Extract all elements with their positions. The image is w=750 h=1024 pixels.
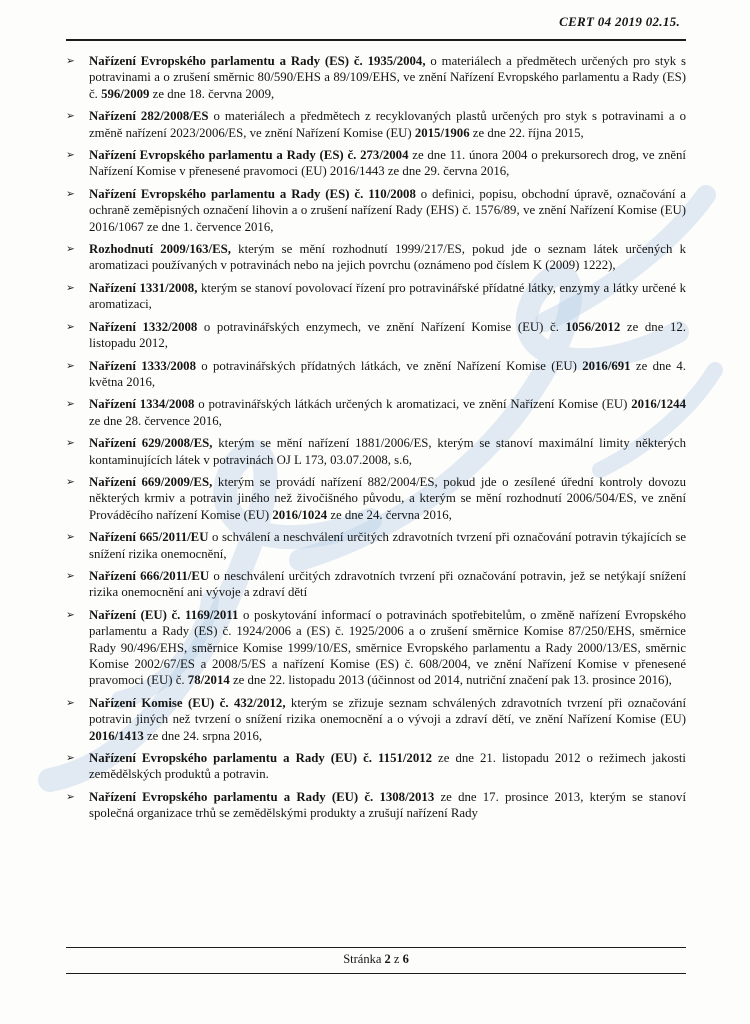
arrow-bullet-icon: ➢ (66, 696, 75, 709)
text-segment: 2016/691 (582, 358, 631, 373)
regulation-list-item (66, 147, 686, 180)
text-segment: z (390, 952, 403, 966)
regulation-list-item (66, 695, 686, 744)
regulation-item-text (89, 695, 686, 744)
regulation-item-text (89, 241, 686, 274)
document-content (66, 14, 686, 822)
regulation-item-text (89, 789, 686, 822)
regulation-list-item (66, 396, 686, 429)
text-segment: Nařízení (EU) č. 1169/2011 (89, 607, 239, 622)
regulation-item-text (89, 568, 686, 601)
text-segment: Nařízení 665/2011/EU (89, 530, 209, 545)
regulation-list-item (66, 108, 686, 141)
regulation-list-item (66, 53, 686, 102)
text-segment: ze dne 11. února 2004 o prekursorech drog, ve znění Nařízení Komise v přenesené pravomoci (EU) 2016/1443 ze dne 29. června 2016, (89, 148, 686, 179)
regulation-list-item (66, 750, 686, 783)
arrow-bullet-icon: ➢ (66, 55, 75, 67)
regulation-item-text (89, 529, 686, 562)
arrow-bullet-icon: ➢ (66, 437, 75, 450)
regulation-item-text (89, 108, 686, 141)
text-segment: Nařízení 282/2008/ES (89, 109, 209, 124)
arrow-bullet-icon: ➢ (66, 149, 75, 162)
text-segment: o poskytování informací o potravinách spotřebitelům, o změně nařízení Evropského parlamentu a Rady (ES) č. 1924/2006 a (ES) č. 1925/2006 a o zrušení směrnice Komise 87/250/EHS, směrnice Rady 90/496/EHS, směrnice Komise 1999/10/ES, směrnice Evropského parlamentu a Rady 2000/13/ES, směrnic Komise 2002/67/ES a 2008/5/ES a nařízení Komise (ES) č. 608/2004, ve znění Nařízení Komise v přenesené pravomoci (EU) č. (89, 607, 687, 688)
regulation-list-item (66, 358, 686, 391)
arrow-bullet-icon: ➢ (66, 790, 75, 803)
regulation-list-item (66, 186, 686, 235)
arrow-bullet-icon: ➢ (66, 281, 75, 294)
text-segment: kterým se stanoví povolovací řízení pro potravinářské přídatné látky, enzymy a látky určené k aromatizaci, (89, 280, 686, 312)
regulation-item-text (89, 147, 686, 180)
header-rule (66, 39, 686, 41)
regulation-list-item (66, 319, 686, 352)
text-segment: 78/2014 (187, 673, 230, 688)
text-segment: o schválení a neschválení určitých zdravotních tvrzení při označování potravin týkajících se snížení rizika onemocnění, (89, 530, 686, 561)
arrow-bullet-icon: ➢ (66, 531, 75, 544)
page-number (343, 952, 409, 966)
text-segment: ze dne 24. srpna 2016, (143, 728, 263, 743)
regulation-item-text (89, 607, 686, 689)
regulation-item-text (89, 396, 686, 429)
arrow-bullet-icon: ➢ (66, 569, 75, 582)
arrow-bullet-icon: ➢ (66, 320, 75, 333)
text-segment: Nařízení 1334/2008 (89, 397, 195, 412)
regulation-item-text (89, 319, 686, 352)
regulation-item-text (89, 186, 686, 235)
text-segment: Nařízení Evropského parlamentu a Rady (ES) č. 1935/2004, (89, 54, 426, 68)
text-segment: Nařízení 1332/2008 (89, 319, 198, 334)
text-segment: Nařízení Komise (EU) č. 432/2012, (89, 695, 286, 710)
text-segment: 2 (384, 952, 391, 966)
text-segment: 2016/1244 (631, 397, 686, 412)
text-segment: 2015/1906 (414, 125, 470, 140)
text-segment: ze dne 28. července 2016, (89, 413, 222, 428)
regulation-list-item (66, 789, 686, 822)
regulation-item-text (89, 280, 686, 313)
text-segment: ze dne 22. října 2015, (469, 125, 584, 140)
text-segment: o neschválení určitých zdravotních tvrzení při označování potravin, jež se netýkají snížení rizika onemocnění ani vývoje a zdraví dětí (89, 568, 686, 600)
text-segment: 2016/1024 (272, 507, 328, 522)
text-segment: kterým se zřizuje seznam schválených zdravotních tvrzení při označování potravin jiných než tvrzení o snížení rizika onemocnění a o vývoji a zdraví dětí, ve znění Nařízení Komise (EU) (89, 695, 686, 727)
text-segment: Rozhodnutí 2009/163/ES, (89, 242, 231, 257)
text-segment: Nařízení Evropského parlamentu a Rady (EU) č. 1151/2012 (89, 751, 433, 766)
text-segment: ze dne 24. června 2016, (327, 507, 452, 522)
text-segment: ze dne 18. června 2009, (149, 86, 275, 101)
text-segment: Nařízení Evropského parlamentu a Rady (EU) č. 1308/2013 (89, 789, 435, 804)
regulation-list-item (66, 435, 686, 468)
arrow-bullet-icon: ➢ (66, 475, 75, 488)
text-segment: o materiálech a předmětech určených pro styk s potravinami a o zrušení směrnic 80/590/EHS a 89/109/EHS, ve znění Nařízení Evropského parlamentu a Rady (ES) č. (89, 54, 686, 101)
regulation-list-item (66, 568, 686, 601)
text-segment: o potravinářských enzymech, ve znění Nařízení Komise (EU) č. (197, 319, 566, 334)
text-segment: ze dne 4. května 2016, (89, 358, 686, 389)
text-segment: ze dne 21. listopadu 2012 o režimech jakosti zemědělských produktů a potravin. (89, 751, 686, 782)
arrow-bullet-icon: ➢ (66, 752, 75, 765)
text-segment: 6 (402, 952, 409, 966)
arrow-bullet-icon: ➢ (66, 187, 75, 200)
text-segment: ze dne 17. prosince 2013, kterým se stanoví společná organizace trhů se zemědělskými produkty a zrušují nařízení Rady (89, 789, 686, 821)
arrow-bullet-icon: ➢ (66, 359, 75, 372)
regulation-list-item (66, 241, 686, 274)
text-segment: o materiálech a předmětech z recyklovaných plastů určených pro styk s potravinami a o změně nařízení 2023/2006/ES, ve znění Nařízení Komise (EU) (89, 109, 686, 140)
text-segment: ze dne 22. listopadu 2013 (účinnost od 2014, nutriční značení pak 13. prosince 2016), (229, 673, 672, 688)
text-segment: kterým se mění rozhodnutí 1999/217/ES, pokud jde o seznam látek určených k aromatizaci používaných v potravinách nebo na jejich povrchu (oznámeno pod číslem K (2009) 1222), (89, 242, 686, 273)
text-segment: Stránka (343, 952, 385, 966)
text-segment: Nařízení 1331/2008, (89, 280, 198, 295)
text-segment: kterým se provádí nařízení 882/2004/ES, pokud jde o zesílené úřední kontroly dovozu některých krmiv a potravin jiného než živočišného původu, a kterým se mění rozhodnutí 2006/504/ES, ve znění Prováděcího nařízení Komise (EU) (89, 474, 687, 522)
arrow-bullet-icon: ➢ (66, 110, 75, 123)
regulation-item-text (89, 750, 686, 783)
regulation-item-text (89, 435, 686, 468)
regulation-list-item (66, 607, 686, 689)
regulation-item-text (89, 53, 686, 102)
arrow-bullet-icon: ➢ (66, 608, 75, 621)
text-segment: Nařízení 669/2009/ES, (89, 474, 213, 489)
regulation-list-item (66, 529, 686, 562)
regulation-list-item (66, 280, 686, 313)
regulation-list (66, 53, 686, 822)
text-segment: 1056/2012 (565, 319, 621, 334)
text-segment: kterým se mění nařízení 1881/2006/ES, kterým se stanoví maximální limity některých kontaminujících látek v potravinách OJ L 173, 03.07.2008, s.6, (89, 436, 686, 467)
text-segment: 2016/1413 (89, 728, 144, 743)
regulation-list-item (66, 474, 686, 523)
regulation-item-text (89, 358, 686, 391)
text-segment: o definici, popisu, obchodní úpravě, označování a ochraně zeměpisných označení lihovin a o zrušení nařízení Rady (EHS) č. 1576/89, ve znění Nařízení Komise (EU) 2016/1067 ze dne 1. července 2016, (89, 186, 686, 234)
arrow-bullet-icon: ➢ (66, 398, 75, 411)
text-segment: Nařízení 666/2011/EU (89, 568, 210, 583)
regulation-item-text (89, 474, 686, 523)
text-segment: Nařízení 1333/2008 (89, 358, 196, 373)
text-segment: Nařízení 629/2008/ES, (89, 436, 213, 451)
text-segment: ze dne 12. listopadu 2012, (89, 319, 686, 351)
page-footer (66, 947, 686, 974)
text-segment: o potravinářských látkách určených k aromatizaci, ve znění Nařízení Komise (EU) (194, 397, 632, 412)
arrow-bullet-icon: ➢ (66, 243, 75, 256)
text-segment: Nařízení Evropského parlamentu a Rady (ES) č. 273/2004 (89, 148, 409, 163)
text-segment: o potravinářských přídatných látkách, ve znění Nařízení Komise (EU) (195, 358, 583, 373)
text-segment: Nařízení Evropského parlamentu a Rady (ES) č. 110/2008 (89, 186, 416, 201)
header-cert-label: CERT 04 2019 02.15. (559, 14, 680, 29)
text-segment: 596/2009 (101, 86, 150, 101)
